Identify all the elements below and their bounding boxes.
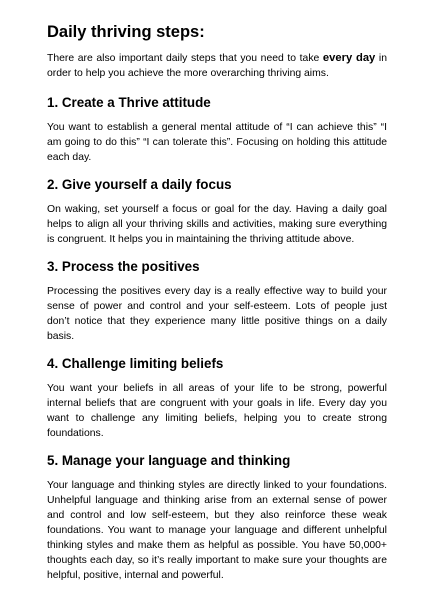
section-body: Processing the positives every day is a really effective way to build your sense of power and control and your self-esteem. Lots of people just don’t notice that they experience many little positive things on a daily basis. [47, 286, 387, 342]
section-heading: 1. Create a Thrive attitude [47, 95, 211, 110]
section-daily-focus [47, 176, 387, 247]
section-challenge-beliefs [47, 355, 387, 441]
section-body: You want to establish a general mental attitude of “I can achieve this” “I am going to do this” “I can tolerate this”. Focusing on holding this attitude each day. [47, 122, 387, 163]
section-body: You want your beliefs in all areas of your life to be strong, powerful internal beliefs that are congruent with your goals in life. Every day you want to challenge any limiting beliefs, helping you to create strong foundations. [47, 383, 387, 439]
section-heading: 3. Process the positives [47, 259, 200, 274]
document-page [47, 22, 387, 583]
intro-text-before: There are also important daily steps that you need to take [47, 53, 323, 64]
intro-paragraph [47, 51, 387, 81]
page-title: Daily thriving steps: [47, 23, 205, 41]
section-create-thrive-attitude [47, 94, 387, 165]
section-body: On waking, set yourself a focus or goal for the day. Having a daily goal helps to align all your thriving skills and activities, making sure everything is congruent. It helps you in maintaining the thriving attitude above. [47, 204, 387, 245]
intro-emphasis: every day [322, 52, 376, 64]
intro-text-after: in order to help you achieve the more overarching thriving aims. [47, 53, 387, 79]
section-manage-language [47, 452, 387, 583]
section-body: Your language and thinking styles are directly linked to your foundations. Unhelpful language and thinking arise from an external sense of power and control and low self-esteem, but they also reinforce these weak foundations. You want to manage your language and different unhelpful thinking styles and make them as helpful as possible. You have 50,000+ thoughts each day, so it’s really important to make sure your thoughts are helpful, positive, internal and powerful. [47, 480, 387, 581]
section-heading: 4. Challenge limiting beliefs [47, 356, 224, 371]
section-heading: 5. Manage your language and thinking [47, 453, 291, 468]
section-process-positives [47, 258, 387, 344]
section-heading: 2. Give yourself a daily focus [47, 177, 232, 192]
